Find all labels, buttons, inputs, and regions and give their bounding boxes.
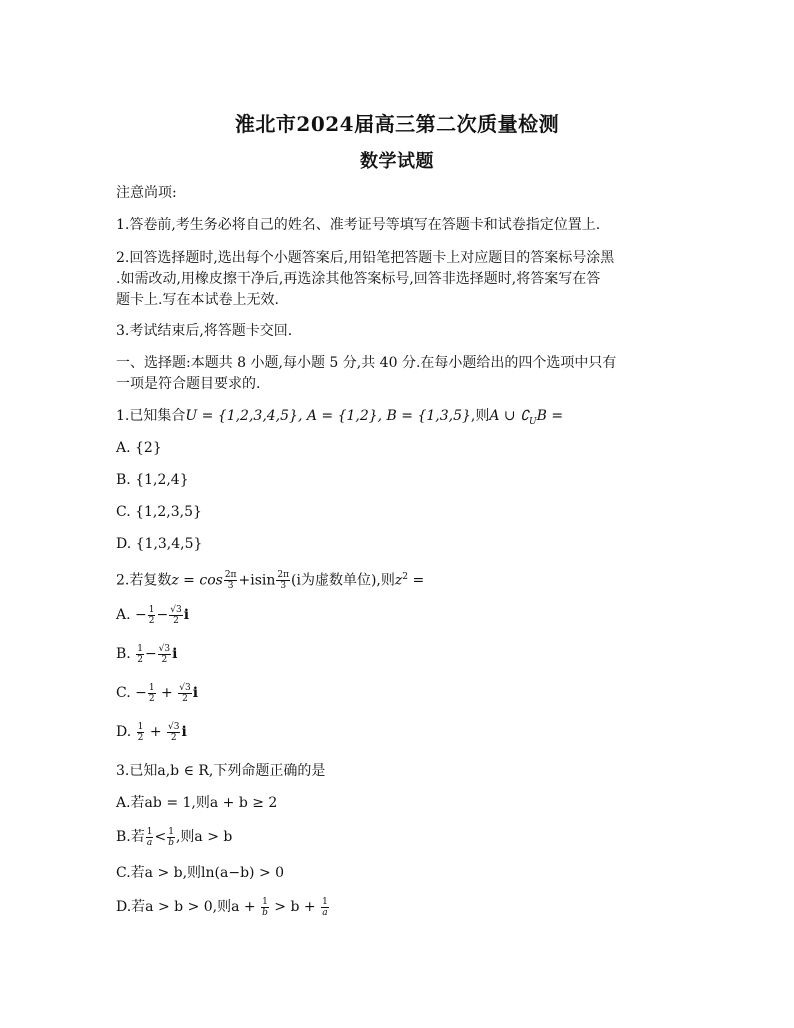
frac-1-over-b	[261, 897, 269, 918]
minus-sign: −	[144, 646, 157, 662]
frac-half	[148, 683, 156, 704]
opt-label: C.	[116, 685, 131, 701]
q3-option-a: A.若ab = 1,则a + b ≥ 2	[116, 795, 278, 811]
q1-sub: U	[529, 416, 537, 427]
frac-den: 2	[182, 693, 188, 704]
q2-option-d	[116, 721, 682, 743]
frac-half	[137, 722, 145, 743]
frac-den: a	[146, 837, 153, 848]
frac-num: 1	[146, 826, 153, 837]
frac-num: √3	[170, 604, 182, 615]
opt-label: A.	[116, 607, 131, 623]
frac-half	[148, 605, 156, 626]
q2-option-c	[116, 682, 682, 704]
plus-sign: +	[149, 724, 162, 740]
frac-num: 1	[137, 643, 143, 654]
q1-option-a: A. {2}	[116, 440, 162, 456]
q1-expr: A ∪ ∁	[489, 408, 530, 424]
opt-prefix: D.若a > b > 0,则a +	[116, 899, 256, 915]
section-heading-cont: 一项是符合题目要求的.	[116, 376, 261, 392]
minus-sign: −	[135, 607, 147, 623]
frac-num: 1	[148, 604, 155, 615]
minus-sign: −	[135, 685, 147, 701]
frac-num: 1	[322, 896, 328, 907]
q1-prefix: 1.已知集合	[116, 408, 186, 424]
frac-1-over-a	[321, 897, 329, 918]
frac-den: a	[322, 907, 328, 918]
frac-den: 3	[227, 581, 234, 592]
q1-option-b: B. {1,2,4}	[116, 472, 189, 488]
frac-den: 2	[137, 654, 143, 665]
frac-sqrt3	[167, 722, 180, 743]
section-heading: 一、选择题:本题共 8 小题,每小题 5 分,共 40 分.在每小题给出的四个选项中只有	[116, 355, 617, 371]
opt-mid: ,则a > b	[175, 829, 233, 845]
opt-prefix: B.若	[116, 829, 145, 845]
frac-sqrt3	[158, 644, 171, 665]
question-3-stem: 3.已知a,b ∈ R,下列命题正确的是	[116, 763, 326, 779]
q2-option-a	[116, 604, 682, 626]
notes-heading: 注意尚项:	[116, 185, 177, 201]
frac-1-over-b	[167, 827, 175, 848]
q2-z: z = cos	[171, 572, 223, 589]
frac-den: 2	[161, 654, 168, 665]
frac-1-over-a	[146, 827, 154, 848]
q1-option-c: C. {1,2,3,5}	[116, 504, 202, 520]
frac-num: 1	[168, 826, 174, 837]
frac-den: 2	[137, 732, 144, 743]
q3-option-b	[116, 826, 682, 848]
q1-sets: U = {1,2,3,4,5}, A = {1,2}, B = {1,3,5}	[185, 408, 471, 424]
q2-frac-2	[276, 570, 290, 591]
frac-sqrt3	[178, 683, 191, 704]
q1-end: B =	[536, 408, 564, 424]
imag-unit: i	[181, 724, 187, 740]
frac-half	[136, 644, 144, 665]
exam-subtitle: 数学试题	[360, 151, 434, 172]
q2-exp: 2	[402, 572, 409, 582]
q1-mid: ,则	[470, 408, 490, 424]
frac-num: √3	[168, 721, 180, 732]
minus-sign: −	[156, 607, 169, 623]
q2-z2: z	[394, 572, 403, 589]
frac-num: 2π	[224, 570, 237, 581]
question-1-stem	[116, 405, 682, 433]
q3-option-d	[116, 896, 682, 918]
frac-num: 1	[148, 682, 155, 693]
frac-den: b	[262, 907, 268, 918]
opt-label: D.	[116, 724, 132, 740]
imag-unit: i	[183, 607, 190, 623]
q2-note: (i为虚数单位),则	[291, 572, 395, 589]
frac-den: 2	[173, 615, 179, 626]
less-than: <	[154, 829, 167, 845]
question-2-stem	[116, 566, 682, 592]
imag-unit: i	[172, 646, 178, 662]
exam-title: 淮北市2024届高三第二次质量检测	[234, 112, 560, 136]
frac-num: √3	[158, 643, 171, 654]
opt-label: B.	[116, 646, 131, 662]
note-item-2: 2.回答选择题时,选出每个小题答案后,用铅笔把答题卡上对应题目的答案标号涂黑	[116, 250, 615, 266]
q2-plus-isin: +isin	[238, 572, 276, 589]
frac-num: 1	[137, 721, 144, 732]
imag-unit: i	[192, 685, 199, 701]
frac-den: 3	[280, 581, 287, 592]
note-item-2-cont: .如需改动,用橡皮擦干净后,再选涂其他答案标号,回答非选择题时,将答案写在答	[116, 271, 601, 287]
note-item-3: 3.考试结束后,将答题卡交回.	[116, 323, 293, 339]
frac-den: b	[168, 837, 174, 848]
frac-num: 1	[262, 896, 268, 907]
frac-num: √3	[179, 682, 191, 693]
frac-den: 2	[170, 732, 177, 743]
frac-num: 2π	[277, 570, 290, 581]
q1-option-d: D. {1,3,4,5}	[116, 536, 203, 552]
frac-den: 2	[148, 615, 155, 626]
q2-eq: =	[408, 572, 425, 589]
frac-sqrt3	[169, 605, 182, 626]
q2-prefix: 2.若复数	[116, 572, 172, 589]
q2-frac-1	[224, 570, 238, 591]
plus-sign: +	[161, 685, 173, 701]
q2-option-b	[116, 643, 682, 665]
note-item-2-end: 题卡上.写在本试卷上无效.	[116, 292, 279, 308]
note-item-1: 1.答卷前,考生务必将自己的姓名、准考证号等填写在答题卡和试卷指定位置上.	[116, 217, 601, 233]
opt-mid: > b +	[274, 899, 316, 915]
q3-option-c: C.若a > b,则ln(a−b) > 0	[116, 865, 285, 881]
frac-den: 2	[148, 693, 155, 704]
